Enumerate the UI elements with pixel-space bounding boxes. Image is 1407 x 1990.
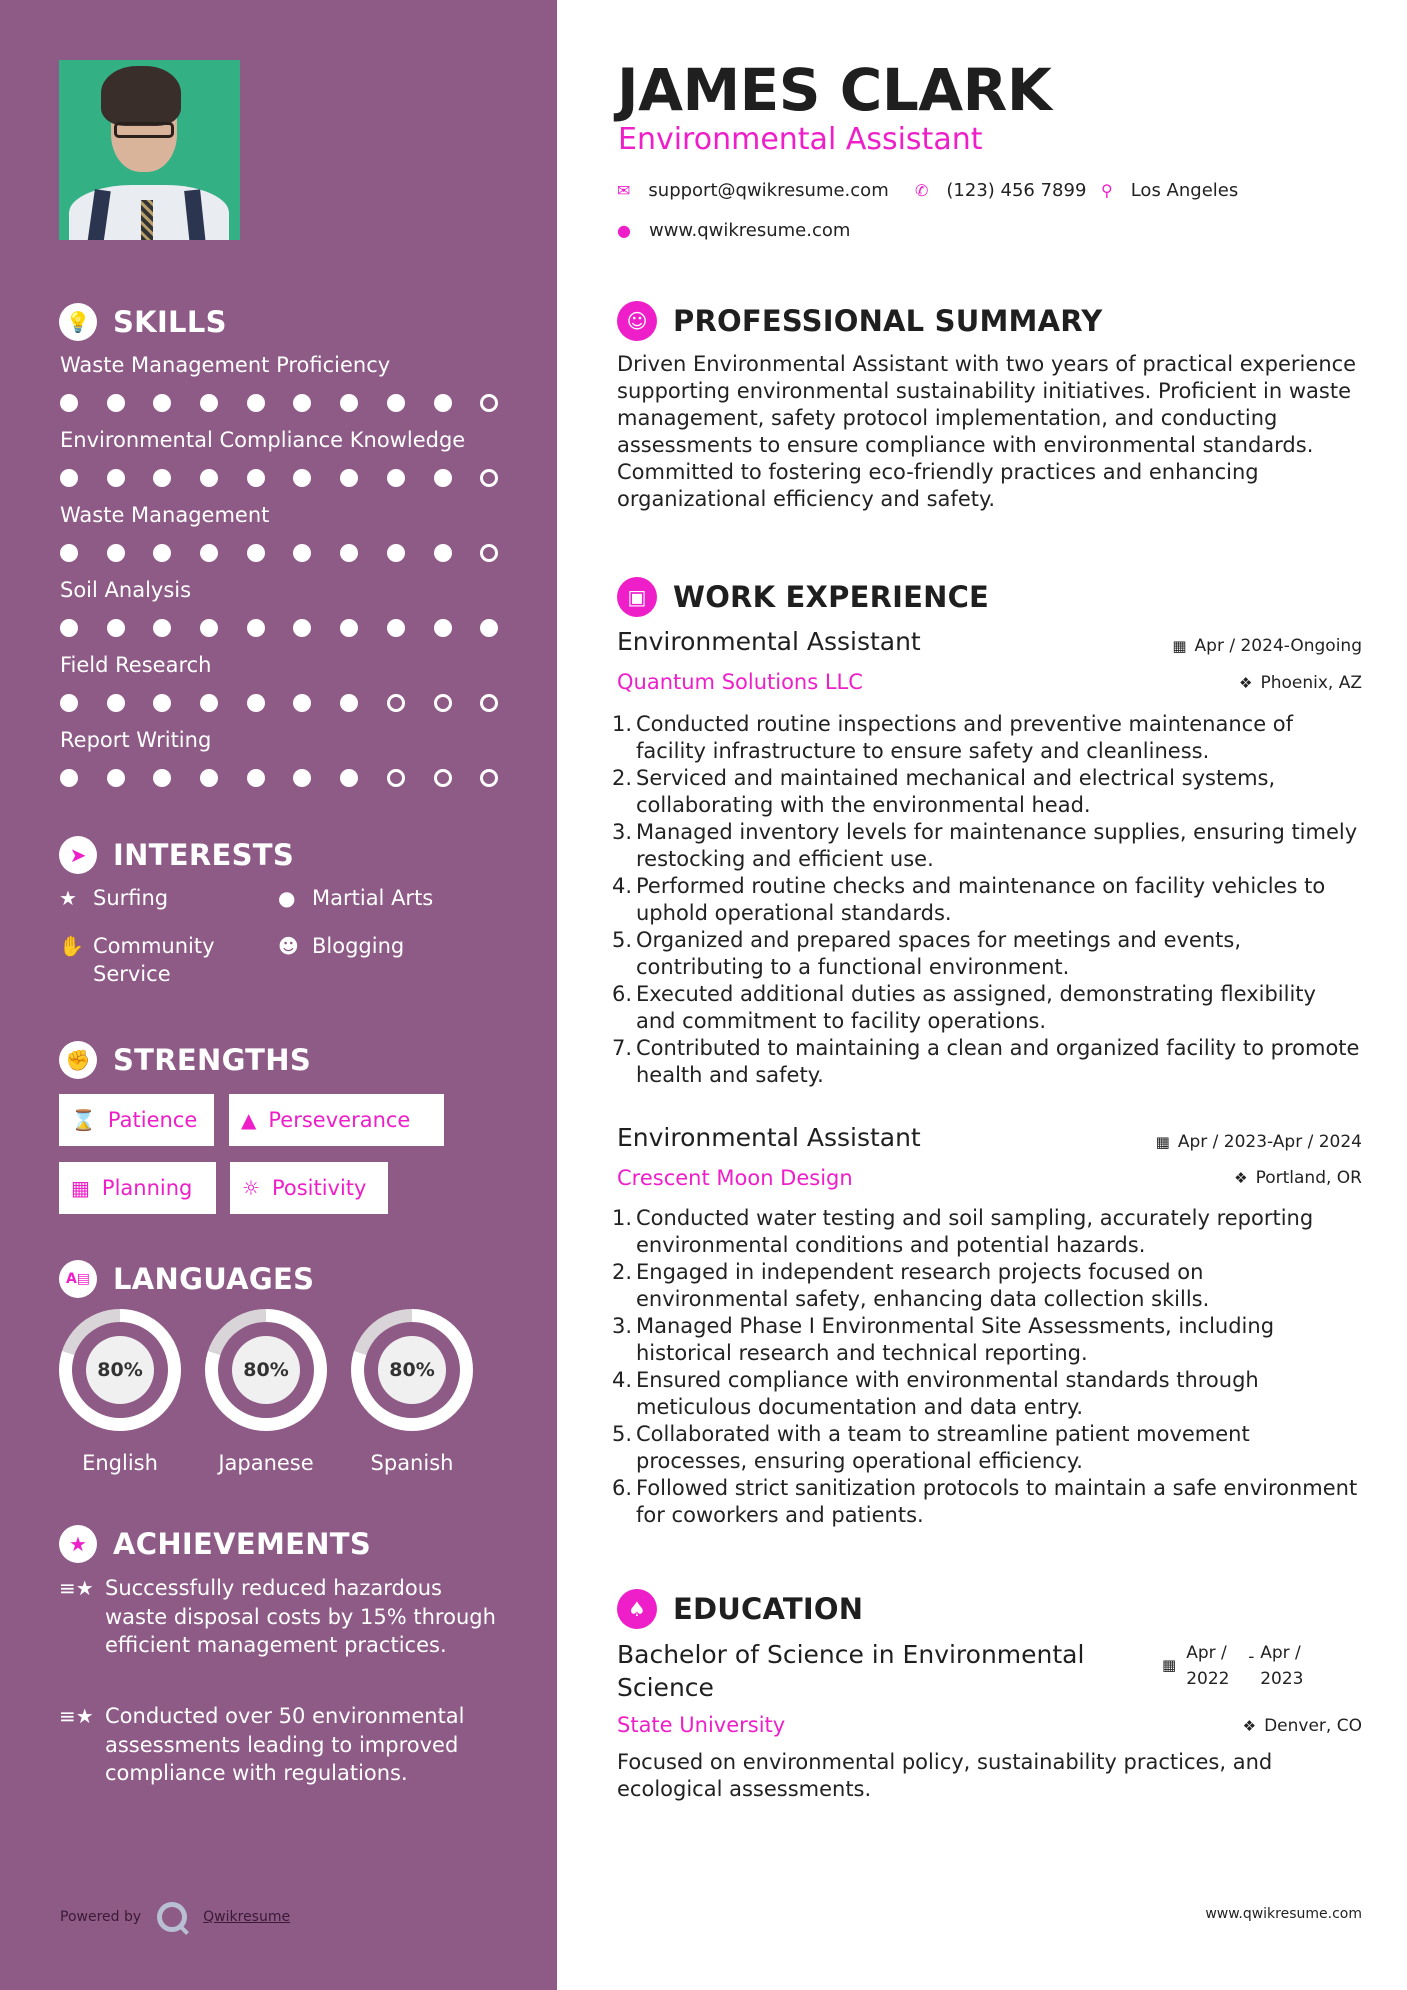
skill-dot-filled <box>107 469 125 487</box>
skill-dot-filled <box>60 769 78 787</box>
achievements-heading: ★ ACHIEVEMENTS <box>59 1525 371 1563</box>
interest-item: ☻ Blogging <box>278 934 405 958</box>
skill-dot-filled <box>153 694 171 712</box>
shooting-star-icon: ★ <box>59 1525 97 1563</box>
language-item: 80% Japanese <box>205 1309 327 1475</box>
pushpin-icon: ❖ <box>1239 674 1253 692</box>
calendar-icon: ▦ <box>1162 1656 1177 1674</box>
duty-item: Organized and prepared spaces for meetings and events, contributing to a functional environment. <box>636 928 1241 979</box>
education-school: State University <box>617 1713 786 1737</box>
skill-dot-filled <box>200 394 218 412</box>
skill-dot-filled <box>340 544 358 562</box>
skill-dot-filled <box>247 694 265 712</box>
skill-dot-filled <box>107 694 125 712</box>
job-role: Environmental Assistant <box>617 1123 921 1152</box>
skill-dot-filled <box>153 394 171 412</box>
duty-item: Managed inventory levels for maintenance supplies, ensuring timely restocking and efficient use. <box>636 820 1358 871</box>
skill-dot-filled <box>200 694 218 712</box>
calendar-icon: ▦ <box>71 1176 90 1200</box>
skill-dot-filled <box>60 544 78 562</box>
education-degree: Bachelor of Science in Environmental Science <box>617 1640 1085 1702</box>
interests-heading: ➤ INTERESTS <box>59 836 294 874</box>
user-icon: ☺ <box>617 301 657 341</box>
fist-icon: ✊ <box>59 1041 97 1079</box>
language-item: 80% Spanish <box>351 1309 473 1475</box>
skill-dot-filled <box>247 469 265 487</box>
strength-chip: ▲ Perseverance <box>229 1094 444 1146</box>
envelope-icon: ✉ <box>617 181 631 200</box>
globe-icon: ● <box>278 886 296 910</box>
skill-dot-filled <box>60 394 78 412</box>
skill-dot-empty <box>480 469 498 487</box>
hourglass-icon: ⌛ <box>71 1108 96 1132</box>
skill-dot-empty <box>480 544 498 562</box>
contact-phone[interactable]: ✆ (123) 456 7899 <box>915 180 1087 201</box>
skill-label: Report Writing <box>60 728 212 752</box>
skill-dot-filled <box>107 544 125 562</box>
duty-item: Managed Phase I Environmental Site Assessments, including historical research and technical reporting. <box>636 1314 1275 1365</box>
skill-dot-filled <box>293 769 311 787</box>
skill-dot-filled <box>340 769 358 787</box>
skill-dot-filled <box>434 619 452 637</box>
lightbulb-icon: 💡 <box>59 303 97 341</box>
skill-dot-empty <box>480 694 498 712</box>
interest-item: ✋ Community Service <box>59 934 215 986</box>
skill-dot-filled <box>293 694 311 712</box>
footer-website[interactable]: www.qwikresume.com <box>1205 1906 1362 1922</box>
education-dates: ▦ Apr / 2022 - Apr / 2023 <box>1162 1640 1322 1692</box>
paper-plane-icon: ➤ <box>59 836 97 874</box>
interest-item: ★ Surfing <box>59 886 169 910</box>
skill-rating <box>60 694 527 712</box>
languages-heading: A▤ LANGUAGES <box>59 1260 314 1298</box>
skill-dot-filled <box>60 694 78 712</box>
summary-text: Driven Environmental Assistant with two years of practical experience supporting environmental sustainability initiatives. Proficient in waste management, safety protocol implementation, and conducting assessments to ensure compliance with environmental standards. Committed to fostering eco-friendly practices and enhancing organizational efficiency and safety. <box>617 352 1357 511</box>
sidebar <box>0 0 557 1990</box>
map-pin-icon: ⚲ <box>1101 181 1113 200</box>
interest-item: ● Martial Arts <box>278 886 434 910</box>
skill-dot-filled <box>107 394 125 412</box>
skill-dot-filled <box>387 469 405 487</box>
pushpin-icon: ❖ <box>1242 1717 1257 1735</box>
job-role: Environmental Assistant <box>617 627 921 656</box>
skill-dot-filled <box>434 544 452 562</box>
profile-photo <box>59 60 240 240</box>
strength-chip: ⌛ Patience <box>59 1094 214 1146</box>
skill-dot-filled <box>200 619 218 637</box>
skill-dot-filled <box>247 394 265 412</box>
skill-dot-filled <box>107 619 125 637</box>
road-icon: ▲ <box>241 1108 257 1132</box>
duty-item: Contributed to maintaining a clean and organized facility to promote health and safety. <box>636 1036 1360 1087</box>
skill-dot-empty <box>434 769 452 787</box>
job-company: Crescent Moon Design <box>617 1166 853 1190</box>
powered-by: Powered by Qwikresume <box>60 1902 290 1932</box>
skill-dot-filled <box>293 544 311 562</box>
candidate-name: JAMES CLARK <box>617 56 1052 124</box>
skill-dot-filled <box>293 394 311 412</box>
group-icon: ☻ <box>278 934 299 958</box>
contact-website[interactable]: ● www.qwikresume.com <box>617 220 851 241</box>
job-dates: ▦ Apr / 2023-Apr / 2024 <box>1155 1132 1362 1152</box>
education-location: ❖ Denver, CO <box>1242 1716 1362 1736</box>
skill-dot-filled <box>153 619 171 637</box>
strength-chip: ▦ Planning <box>59 1162 216 1214</box>
skill-dot-filled <box>434 469 452 487</box>
sun-icon: ☼ <box>242 1176 260 1200</box>
skill-dot-empty <box>480 394 498 412</box>
skills-heading: 💡 SKILLS <box>59 303 227 341</box>
skill-rating <box>60 769 527 787</box>
candidate-title: Environmental Assistant <box>618 122 983 157</box>
office-chair-icon: ▣ <box>617 577 657 617</box>
language-progress-ring: 80% <box>59 1309 181 1431</box>
job-location: ❖ Phoenix, AZ <box>1239 673 1362 693</box>
skill-dot-filled <box>480 619 498 637</box>
pushpin-icon: ❖ <box>1234 1169 1248 1187</box>
skill-dot-filled <box>387 394 405 412</box>
skill-dot-filled <box>200 469 218 487</box>
skill-dot-filled <box>200 769 218 787</box>
qwikresume-logo-icon <box>157 1902 187 1932</box>
qwikresume-link[interactable]: Qwikresume <box>203 1909 291 1925</box>
calendar-icon: ▦ <box>1155 1133 1170 1151</box>
language-progress-ring: 80% <box>205 1309 327 1431</box>
job-duties <box>612 711 1362 1089</box>
experience-heading: ▣ WORK EXPERIENCE <box>617 577 989 617</box>
job-dates: ▦ Apr / 2024-Ongoing <box>1172 636 1362 656</box>
skill-dot-filled <box>293 469 311 487</box>
job-company: Quantum Solutions LLC <box>617 670 863 694</box>
skill-rating <box>60 619 527 637</box>
skill-dot-filled <box>340 394 358 412</box>
achievement-item: ≡★ Conducted over 50 environmental assessments leading to improved compliance with regulations. <box>59 1702 499 1788</box>
graduate-icon: ♠ <box>617 1589 657 1629</box>
skill-dot-empty <box>387 769 405 787</box>
skill-dot-filled <box>387 619 405 637</box>
skill-dot-empty <box>480 769 498 787</box>
strengths-heading: ✊ STRENGTHS <box>59 1041 311 1079</box>
skill-rating <box>60 469 527 487</box>
education-heading: ♠ EDUCATION <box>617 1589 863 1629</box>
skill-dot-filled <box>247 544 265 562</box>
hand-icon: ✋ <box>59 934 84 958</box>
skill-dot-filled <box>340 469 358 487</box>
skill-label: Waste Management <box>60 503 270 527</box>
skill-dot-filled <box>153 769 171 787</box>
shooting-star-icon: ≡★ <box>59 1576 94 1600</box>
duty-item: Followed strict sanitization protocols to maintain a safe environment for coworkers and patients. <box>636 1476 1358 1527</box>
skill-dot-filled <box>340 619 358 637</box>
skill-rating <box>60 544 527 562</box>
education-description: Focused on environmental policy, sustainability practices, and ecological assessments. <box>617 1750 1273 1801</box>
skill-dot-filled <box>153 544 171 562</box>
skill-dot-filled <box>247 769 265 787</box>
duty-item: Conducted routine inspections and preventive maintenance of facility infrastructure to ensure safety and cleanliness. <box>636 712 1294 763</box>
phone-icon: ✆ <box>915 181 929 200</box>
duty-item: Collaborated with a team to streamline patient movement processes, ensuring operational efficiency. <box>636 1422 1250 1473</box>
skill-dot-filled <box>247 619 265 637</box>
language-item: 80% English <box>59 1309 181 1475</box>
skill-dot-filled <box>107 769 125 787</box>
skill-dot-empty <box>434 694 452 712</box>
achievement-item: ≡★ Successfully reduced hazardous waste disposal costs by 15% through efficient management practices. <box>59 1574 499 1660</box>
duty-item: Engaged in independent research projects focused on environmental safety, enhancing data collection skills. <box>636 1260 1210 1311</box>
skill-dot-filled <box>387 544 405 562</box>
contact-email[interactable]: ✉ support@qwikresume.com <box>617 180 889 201</box>
job-duties <box>612 1205 1362 1529</box>
globe-icon: ● <box>617 221 631 240</box>
skill-label: Soil Analysis <box>60 578 192 602</box>
skill-dot-filled <box>153 469 171 487</box>
summary-heading: ☺ PROFESSIONAL SUMMARY <box>617 301 1102 341</box>
skill-label: Environmental Compliance Knowledge <box>60 428 466 452</box>
skill-dot-filled <box>340 694 358 712</box>
calendar-icon: ▦ <box>1172 637 1187 655</box>
contact-location: ⚲ Los Angeles <box>1101 180 1239 201</box>
skill-label: Waste Management Proficiency <box>60 353 391 377</box>
star-icon: ★ <box>59 886 77 910</box>
skill-dot-filled <box>60 619 78 637</box>
duty-item: Performed routine checks and maintenance on facility vehicles to uphold operational standards. <box>636 874 1326 925</box>
skill-rating <box>60 394 527 412</box>
language-progress-ring: 80% <box>351 1309 473 1431</box>
skill-dot-empty <box>387 694 405 712</box>
strength-chip: ☼ Positivity <box>230 1162 388 1214</box>
language-icon: A▤ <box>59 1260 97 1298</box>
job-location: ❖ Portland, OR <box>1234 1168 1362 1188</box>
skill-dot-filled <box>434 394 452 412</box>
skill-dot-filled <box>200 544 218 562</box>
skill-dot-filled <box>60 469 78 487</box>
skill-label: Field Research <box>60 653 212 677</box>
skill-dot-filled <box>293 619 311 637</box>
duty-item: Executed additional duties as assigned, demonstrating flexibility and commitment to facility operations. <box>636 982 1316 1033</box>
duty-item: Conducted water testing and soil sampling, accurately reporting environmental conditions and potential hazards. <box>636 1206 1314 1257</box>
shooting-star-icon: ≡★ <box>59 1704 94 1728</box>
duty-item: Serviced and maintained mechanical and electrical systems, collaborating with the environmental head. <box>636 766 1276 817</box>
duty-item: Ensured compliance with environmental standards through meticulous documentation and data entry. <box>636 1368 1259 1419</box>
